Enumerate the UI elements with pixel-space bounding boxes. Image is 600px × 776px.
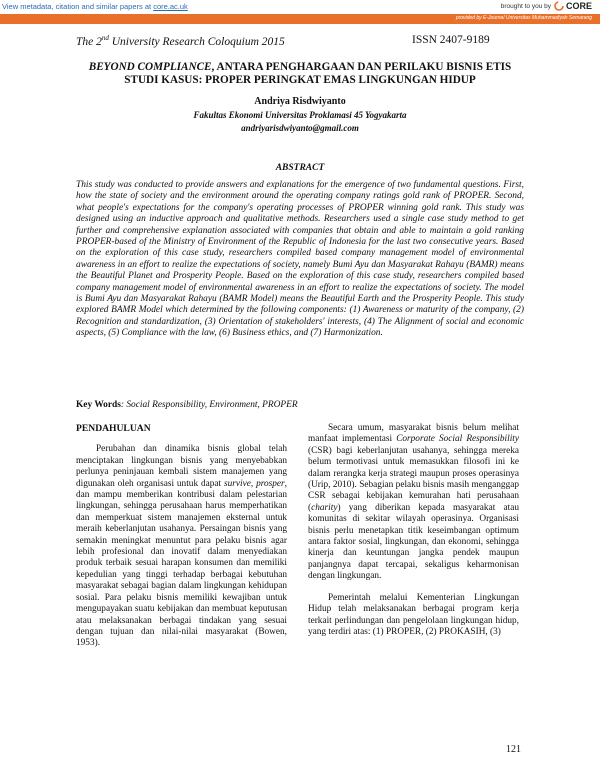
author-name: Andriya Risdwiyanto <box>254 96 346 107</box>
keywords <box>76 400 298 410</box>
conf-prefix: The 2 <box>76 35 102 48</box>
conf-sup: nd <box>101 34 109 42</box>
core-logo-icon <box>554 1 564 11</box>
core-brand-text: CORE <box>565 1 592 11</box>
core-link-domain[interactable]: core.ac.uk <box>153 2 188 11</box>
core-metadata-link[interactable] <box>2 2 188 11</box>
right-column <box>308 423 519 638</box>
provided-by-bar <box>0 14 600 24</box>
core-brand[interactable] <box>501 1 592 11</box>
lp1-a: Perubahan dan dinamika bisnis global telah menciptakan lingkungan bisnis yang menyebabkan perlunya peninjauan kembali sistem manajemen yang digunakan oleh organisasi untuk dapat <box>76 444 287 489</box>
rp1-b: (CSR) bagi keberlanjutan usahanya, sehingga mereka belum termotivasi untuk memasukkan filosofi ini ke dalam rerangka kerja strategi maupun proses operasinya (Urip, 2010). Sebagian pelaku bisnis masih menganggap CSR sebagai kebijakan kemurahan hati perusahaan ( <box>308 445 519 513</box>
right-paragraph-1 <box>308 423 519 583</box>
title-line2: STUDI KASUS: PROPER PERINGKAT EMAS LINGKUNGAN HIDUP <box>124 74 476 86</box>
issn: ISSN 2407-9189 <box>412 34 490 46</box>
author-affiliation: Fakultas Ekonomi Universitas Proklamasi 45 Yogyakarta <box>193 110 407 120</box>
keywords-label: Key Words <box>76 400 121 410</box>
conference-header <box>76 34 285 48</box>
right-paragraph-2: Pemerintah melalui Kementerian Lingkungan Hidup telah melaksanakan berbagai program kerja terkait perlindungan dan pengelolaan lingkungan hidup, yang terdiri atas: (1) PROPER, (2) PROKASIH, (3) <box>308 592 519 637</box>
core-link-text: View metadata, citation and similar papers at <box>2 2 154 11</box>
rp1-c: ) yang diberikan kepada masyarakat atau komunitas di sekitar wilayah operasinya. Organisasi bisnis perlu menetapkan titik keseimbangan optimum antara faktor sosial, lingkungan, dan ekonomi, sehingga kinerja dan keuntungan jangka pendek maupun panjangnya dapat tercapai, sekaligus keharmonisan dengan lingkungan. <box>308 502 519 582</box>
left-paragraph-1 <box>76 444 287 649</box>
lp1-it1: survive <box>224 478 251 489</box>
conf-suffix: University Research Coloquium 2015 <box>108 35 285 48</box>
core-brought-text: brought to you by <box>500 2 551 10</box>
abstract-heading: ABSTRACT <box>275 163 325 173</box>
lp1-mid: , <box>250 478 257 489</box>
core-logo <box>554 1 592 11</box>
keywords-text: : Social Responsibility, Environment, PROPER <box>120 400 298 410</box>
core-banner <box>0 0 600 14</box>
abstract-text: This study was conducted to provide answers and explanations for the emergence of two fundamental questions. First, how the state of society and the environment around the operating company ratings gold rank of PROPER. Second, what people's expectations for the company's operating processes of PROPER winning gold rank. This study was designed using an inductive approach and qualitative methods. Researchers used a single case study method to get further and comprehensive explanation associated with companies that obtain and able to maintain a gold ranking PROPER-based of the Ministry of Environment of the Republic of Indonesia for the last two consecutive years. Based on the exploration of this case study, researchers compiled based company management model of environmental awareness in an effort to realize the expectations of society, namely Bumi Ayu dan Masyarakat Rahayu (BAMR) means the Beautiful Planet and Prosperity People. Based on the exploration of this case study, researchers compiled based company management model of environmental awareness in an effort to realize the expectations of society. The model is Bumi Ayu dan Masyarakat Rahayu (BAMR Model) means the Beautiful Earth and the Prosperity People. This study explored BAMR Model which determined by the following components: (1) Awareness or maturity of the company, (2) Recognition and standardization, (3) Orientation of stakeholders' interests, (4) The Alignment of social and economic aspects, (5) Compliance with the law, (6) Business ethics, and (7) Harmonization. <box>76 180 524 339</box>
rp1-it: Corporate Social Responsibility <box>396 434 519 445</box>
author-email: andriyarisdwiyanto@gmail.com <box>241 123 359 133</box>
rp1-a: Secara umum, masyarakat bisnis belum melihat manfaat implementasi <box>308 423 519 445</box>
rp1-it2: charity <box>311 502 338 513</box>
left-column <box>76 423 287 650</box>
section-heading-pendahuluan: PENDAHULUAN <box>76 423 151 434</box>
lp1-it2: prosper <box>256 478 285 489</box>
paper-title <box>60 61 540 87</box>
provided-by-text: provided by E-Journal Universitas Muhammadiyah Semarang <box>455 15 592 21</box>
author-affiliation-block <box>0 109 600 135</box>
lp1-end: , dan mampu memberikan kontribusi dalam pelestarian lingkungan, sehingga perusahaan harus memperhatikan dan memperkuat sistem manajemen eksternal untuk meraih keberlanjutan usahanya. Persaingan bisnis yang semakin meningkat menuntut para pelaku bisnis agar lebih profesional dan inovatif dalam menyediakan produk terbaik sesuai harapan konsumen dan memiliki kepedulian yang tinggi terhadap berbagai kebutuhan masyarakat sebagai bagian dalam lingkungan kehidupan sosial. Para pelaku bisnis memiliki kewajiban untuk mengupayakan suatu kebijakan dan membuat keputusan atau melaksanakan berbagai tindakan yang sesuai dengan tujuan dan nilai-nilai masyarakat (Bowen, 1953). <box>76 478 287 649</box>
page-number: 121 <box>506 744 521 755</box>
title-line1-rest: , ANTARA PENGHARGAAN DAN PERILAKU BISNIS ETIS <box>211 61 512 73</box>
title-italic-part: BEYOND COMPLIANCE <box>88 61 212 73</box>
